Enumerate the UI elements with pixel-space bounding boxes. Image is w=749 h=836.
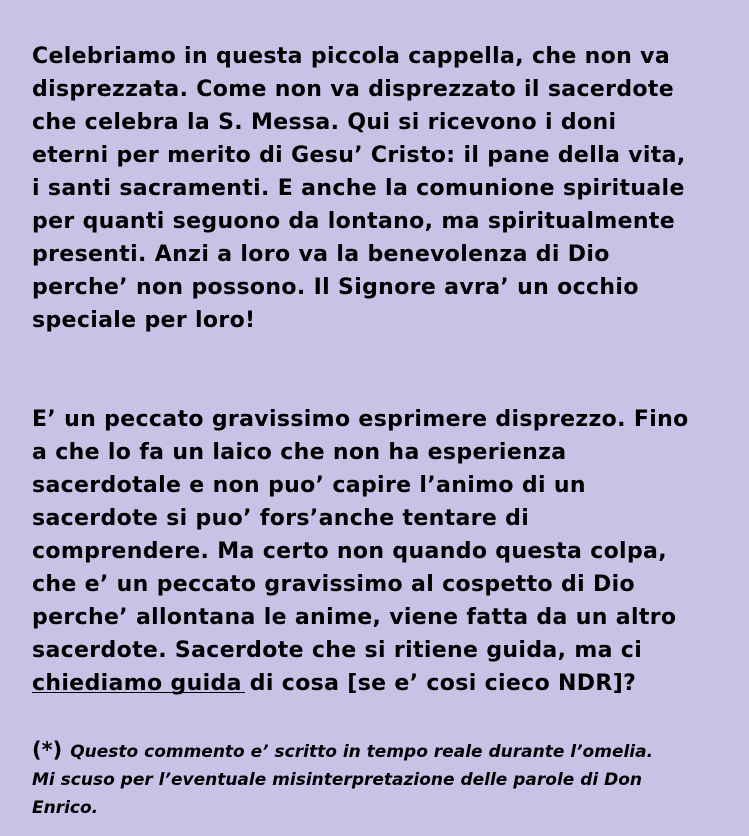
footnote bbox=[32, 736, 732, 822]
footnote-text: Questo commento e’ scritto in tempo reale durante l’omelia. bbox=[70, 742, 654, 762]
paragraph-line: sacerdote. Sacerdote che si ritiene guida, ma ci bbox=[32, 638, 643, 663]
paragraph-line: sacerdotale e non puo’ capire l’animo di un bbox=[32, 473, 586, 498]
paragraph-line: disprezzata. Come non va disprezzato il sacerdote bbox=[32, 77, 675, 102]
footnote-line: Enrico. bbox=[32, 798, 99, 818]
paragraph-2 bbox=[32, 403, 732, 700]
paragraph-line: che e’ un peccato gravissimo al cospetto di Dio bbox=[32, 572, 635, 597]
footnote-line bbox=[32, 736, 732, 766]
paragraph-line: speciale per loro! bbox=[32, 308, 256, 333]
footnote-marker: (*) bbox=[32, 738, 63, 762]
footnote-line: Mi scuso per l’eventuale misinterpretazione delle parole di Don bbox=[32, 770, 643, 790]
paragraph-line: perche’ non possono. Il Signore avra’ un occhio bbox=[32, 275, 639, 300]
paragraph-line: che celebra la S. Messa. Qui si ricevono i doni bbox=[32, 110, 617, 135]
paragraph-1 bbox=[32, 40, 732, 337]
paragraph-line: perche’ allontana le anime, viene fatta da un altro bbox=[32, 605, 677, 630]
footnote-divider bbox=[32, 692, 245, 693]
paragraph-line: chiediamo guida di cosa [se e’ cosi cieco NDR]? bbox=[32, 671, 637, 696]
paragraph-line: presenti. Anzi a loro va la benevolenza di Dio bbox=[32, 242, 610, 267]
paragraph-line: per quanti seguono da lontano, ma spiritualmente bbox=[32, 209, 676, 234]
paragraph-line: comprendere. Ma certo non quando questa colpa, bbox=[32, 539, 667, 564]
paragraph-line: a che lo fa un laico che non ha esperienza bbox=[32, 440, 567, 465]
paragraph-line: Celebriamo in questa piccola cappella, che non va bbox=[32, 44, 671, 69]
paragraph-line: eterni per merito di Gesu’ Cristo: il pane della vita, bbox=[32, 143, 686, 168]
paragraph-line: sacerdote si puo’ fors’anche tentare di bbox=[32, 506, 530, 531]
paragraph-line: E’ un peccato gravissimo esprimere disprezzo. Fino bbox=[32, 407, 689, 432]
paragraph-line: i santi sacramenti. E anche la comunione spirituale bbox=[32, 176, 685, 201]
